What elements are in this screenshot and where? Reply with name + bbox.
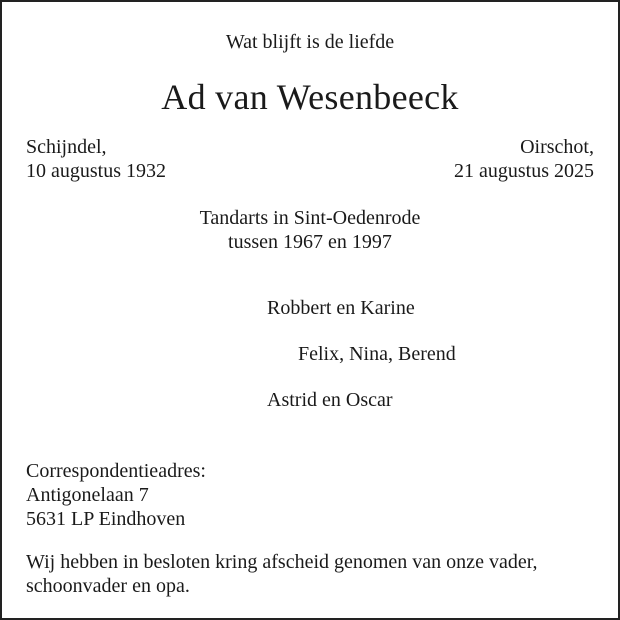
- closing-text: Wij hebben in besloten kring afscheid genomen van onze vader, schoonvader en opa.: [26, 551, 538, 597]
- death-place: Oirschot,: [520, 136, 594, 158]
- birth-info: [26, 135, 166, 183]
- relatives-line-2: Felix, Nina, Berend: [298, 343, 456, 365]
- death-info: [454, 135, 594, 183]
- birth-date: 10 augustus 1932: [26, 160, 166, 182]
- deceased-name: Ad van Wesenbeeck: [161, 77, 459, 117]
- birth-place: Schijndel,: [26, 136, 107, 158]
- profession: [2, 206, 618, 254]
- motto: Wat blijft is de liefde: [225, 31, 395, 53]
- profession-line-2: tussen 1967 en 1997: [228, 231, 392, 253]
- relatives-line-3: Astrid en Oscar: [267, 389, 393, 411]
- death-date: 21 augustus 2025: [454, 160, 594, 182]
- address-street: Antigonelaan 7: [26, 484, 149, 506]
- correspondence-address: [26, 459, 206, 531]
- profession-line-1: Tandarts in Sint-Oedenrode: [199, 207, 421, 229]
- relatives-line-1: Robbert en Karine: [267, 297, 415, 319]
- address-label: Correspondentieadres:: [26, 460, 206, 482]
- address-city: 5631 LP Eindhoven: [26, 508, 186, 530]
